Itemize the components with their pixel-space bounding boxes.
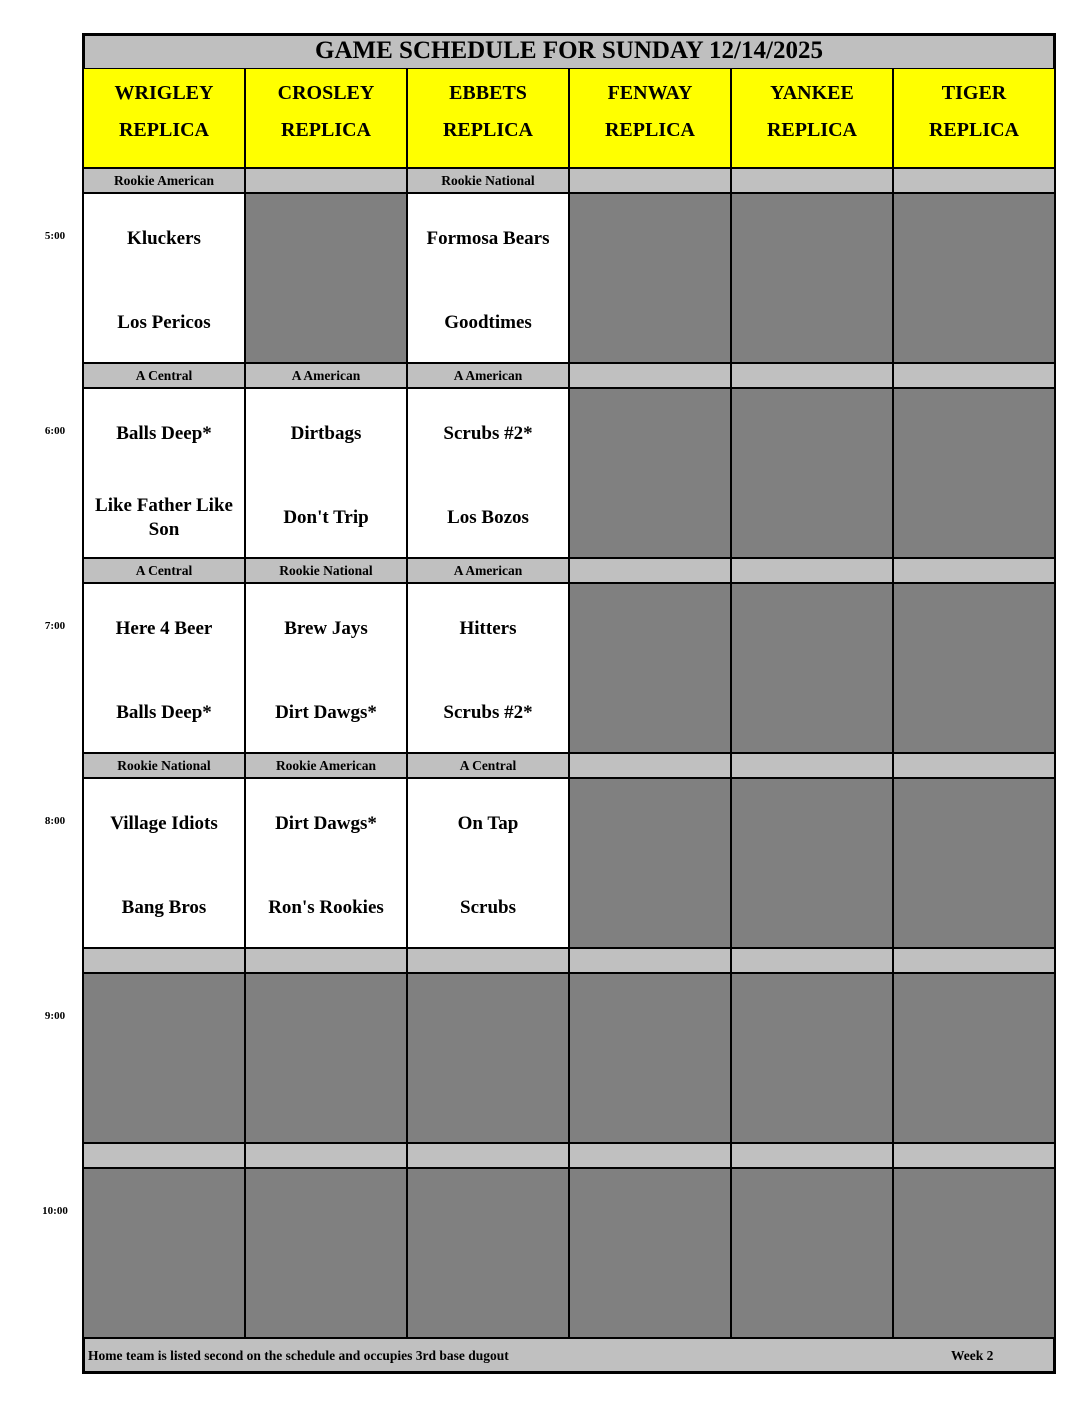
empty-slot bbox=[731, 388, 893, 558]
away-team: Brew Jays bbox=[284, 618, 368, 639]
empty-slot bbox=[893, 778, 1055, 948]
venue-subtitle: REPLICA bbox=[604, 119, 695, 141]
game-cell bbox=[407, 388, 569, 558]
venue-subtitle: REPLICA bbox=[928, 119, 1019, 141]
league-label bbox=[569, 363, 731, 388]
away-team: Hitters bbox=[459, 618, 517, 639]
league-label: A American bbox=[245, 363, 407, 388]
venue-subtitle: REPLICA bbox=[766, 119, 857, 141]
venue-header bbox=[83, 68, 245, 168]
empty-slot bbox=[569, 973, 731, 1143]
empty-slot bbox=[569, 388, 731, 558]
venue-subtitle: REPLICA bbox=[118, 119, 209, 141]
league-label bbox=[731, 753, 893, 778]
league-label bbox=[893, 753, 1055, 778]
away-team: Formosa Bears bbox=[426, 228, 550, 249]
league-label bbox=[83, 948, 245, 973]
home-team: Don't Trip bbox=[283, 507, 369, 528]
league-label bbox=[893, 1143, 1055, 1168]
league-label: Rookie National bbox=[83, 753, 245, 778]
home-team: Los Bozos bbox=[447, 507, 529, 528]
home-team: Los Pericos bbox=[117, 312, 211, 333]
league-label bbox=[83, 1143, 245, 1168]
home-team: Goodtimes bbox=[444, 312, 532, 333]
league-label bbox=[893, 948, 1055, 973]
time-label: 10:00 bbox=[42, 1205, 68, 1217]
venue-subtitle: REPLICA bbox=[280, 119, 371, 141]
game-cell bbox=[83, 193, 245, 363]
league-label bbox=[407, 948, 569, 973]
away-team: Village Idiots bbox=[110, 813, 218, 834]
league-label bbox=[731, 168, 893, 193]
away-team: Balls Deep* bbox=[116, 423, 212, 444]
venue-header bbox=[407, 68, 569, 168]
venue-subtitle: REPLICA bbox=[442, 119, 533, 141]
empty-slot bbox=[83, 1168, 245, 1338]
game-cell bbox=[245, 583, 407, 753]
home-team: Dirt Dawgs* bbox=[275, 702, 377, 723]
game-cell bbox=[407, 778, 569, 948]
game-cell bbox=[83, 778, 245, 948]
empty-slot bbox=[731, 973, 893, 1143]
venue-name: FENWAY bbox=[607, 82, 693, 104]
league-label bbox=[731, 558, 893, 583]
venue-header bbox=[569, 68, 731, 168]
schedule-footer bbox=[82, 1337, 1056, 1374]
home-team: Scrubs #2* bbox=[443, 702, 533, 723]
venue-name: EBBETS bbox=[449, 82, 527, 104]
empty-slot bbox=[893, 973, 1055, 1143]
venue-name: YANKEE bbox=[770, 82, 854, 104]
venue-header bbox=[731, 68, 893, 168]
empty-slot bbox=[893, 388, 1055, 558]
league-label: Rookie National bbox=[245, 558, 407, 583]
league-label bbox=[569, 1143, 731, 1168]
away-team: Scrubs #2* bbox=[443, 423, 533, 444]
league-label: A American bbox=[407, 558, 569, 583]
league-label: A Central bbox=[407, 753, 569, 778]
empty-slot bbox=[245, 973, 407, 1143]
league-label bbox=[569, 168, 731, 193]
league-label bbox=[731, 1143, 893, 1168]
league-label: A American bbox=[407, 363, 569, 388]
empty-slot bbox=[893, 583, 1055, 753]
empty-slot bbox=[569, 583, 731, 753]
league-label: A Central bbox=[83, 363, 245, 388]
venue-header bbox=[245, 68, 407, 168]
game-cell bbox=[407, 583, 569, 753]
game-cell bbox=[83, 583, 245, 753]
league-label bbox=[245, 168, 407, 193]
game-cell bbox=[407, 193, 569, 363]
league-label bbox=[407, 1143, 569, 1168]
league-label bbox=[893, 363, 1055, 388]
game-cell bbox=[245, 778, 407, 948]
venue-name: CROSLEY bbox=[277, 82, 375, 104]
league-label bbox=[731, 363, 893, 388]
empty-slot bbox=[569, 1168, 731, 1338]
empty-slot bbox=[83, 973, 245, 1143]
empty-slot bbox=[731, 1168, 893, 1338]
empty-slot bbox=[893, 1168, 1055, 1338]
time-label: 5:00 bbox=[44, 230, 66, 242]
venue-name: TIGER bbox=[941, 82, 1007, 104]
away-team: Kluckers bbox=[127, 228, 201, 249]
league-label bbox=[731, 948, 893, 973]
league-label bbox=[893, 168, 1055, 193]
home-team: Like Father Like Son bbox=[95, 495, 233, 540]
time-label: 7:00 bbox=[44, 620, 66, 632]
venue-header bbox=[893, 68, 1055, 168]
time-label: 6:00 bbox=[44, 425, 66, 437]
week-label: Week 2 bbox=[951, 1348, 994, 1363]
league-label bbox=[569, 753, 731, 778]
league-label: A Central bbox=[83, 558, 245, 583]
away-team: Dirtbags bbox=[290, 423, 362, 444]
empty-slot bbox=[731, 778, 893, 948]
page-title: GAME SCHEDULE FOR SUNDAY 12/14/2025 bbox=[315, 37, 823, 64]
league-label bbox=[893, 558, 1055, 583]
league-label: Rookie American bbox=[245, 753, 407, 778]
empty-slot bbox=[893, 193, 1055, 363]
empty-slot bbox=[407, 973, 569, 1143]
game-cell bbox=[83, 388, 245, 558]
away-team: Dirt Dawgs* bbox=[275, 813, 377, 834]
time-label: 8:00 bbox=[44, 815, 66, 827]
empty-slot bbox=[245, 193, 407, 363]
empty-slot bbox=[731, 193, 893, 363]
empty-slot bbox=[407, 1168, 569, 1338]
empty-slot bbox=[569, 193, 731, 363]
venue-name: WRIGLEY bbox=[114, 82, 214, 104]
league-label: Rookie National bbox=[407, 168, 569, 193]
game-cell bbox=[245, 388, 407, 558]
home-team: Ron's Rookies bbox=[268, 897, 384, 918]
empty-slot bbox=[569, 778, 731, 948]
time-label: 9:00 bbox=[44, 1010, 66, 1022]
home-team: Bang Bros bbox=[121, 897, 207, 918]
empty-slot bbox=[245, 1168, 407, 1338]
league-label bbox=[569, 948, 731, 973]
league-label: Rookie American bbox=[83, 168, 245, 193]
home-team: Scrubs bbox=[460, 897, 516, 918]
away-team: On Tap bbox=[457, 813, 519, 834]
away-team: Here 4 Beer bbox=[115, 618, 213, 639]
league-label bbox=[245, 1143, 407, 1168]
empty-slot bbox=[731, 583, 893, 753]
home-team: Balls Deep* bbox=[116, 702, 212, 723]
league-label bbox=[245, 948, 407, 973]
league-label bbox=[569, 558, 731, 583]
footer-note: Home team is listed second on the schedule and occupies 3rd base dugout bbox=[88, 1348, 509, 1363]
